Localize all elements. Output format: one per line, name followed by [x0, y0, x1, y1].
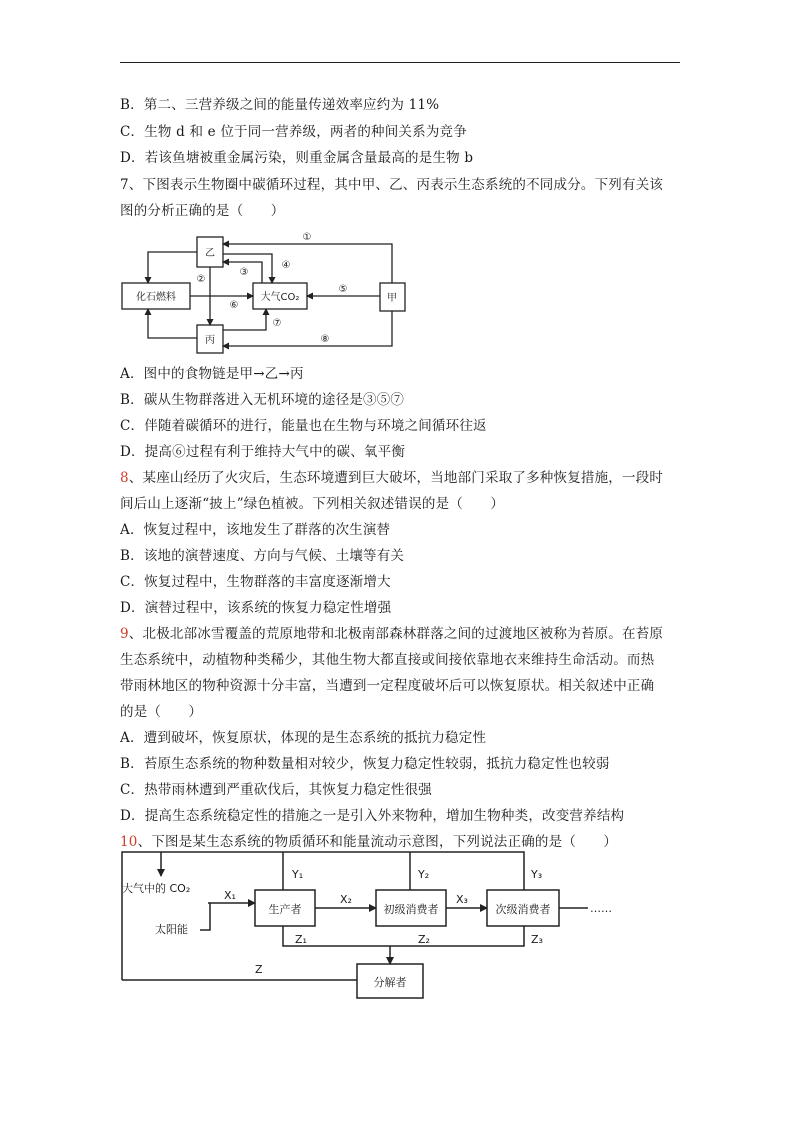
ellipsis-label: …… — [590, 902, 612, 915]
z-label: Z — [255, 963, 263, 976]
z1-label: Z₁ — [295, 933, 307, 946]
marker-3: ③ — [239, 267, 249, 278]
yi-label: 乙 — [205, 248, 215, 259]
q9-option-d: D．提高生态系统稳定性的措施之一是引入外来物种，增加生物种类，改变营养结构 — [120, 808, 625, 824]
q7-option-a: A．图中的食物链是甲→乙→丙 — [120, 366, 304, 382]
atmosphere-co2-label: 大气CO₂ — [260, 292, 300, 303]
sun-line — [200, 903, 210, 930]
q8-stem-line2: 间后山上逐渐“披上”绿色植被。下列相关叙述错误的是（ ） — [120, 496, 505, 512]
q9-stem-text: 、北极北部冰雪覆盖的荒原地带和北极南部森林群落之间的过渡地区被称为苔原。在苔原 — [128, 626, 664, 642]
q7-option-b: B．碳从生物群落进入无机环境的途径是③⑤⑦ — [120, 392, 405, 408]
y2-label: Y₂ — [418, 868, 430, 881]
secondary-consumer-label: 次级消费者 — [495, 903, 551, 916]
q9-stem-line3: 带雨林地区的物种资源十分丰富，当遭到一定程度破坏后可以恢复原状。相关叙述中正确 — [120, 678, 655, 694]
sun-label: 太阳能 — [155, 923, 188, 936]
q8-option-c: C．恢复过程中，生物群落的丰富度逐渐增大 — [120, 574, 391, 590]
q6-option-c: C．生物 d 和 e 位于同一营养级，两者的种间关系为竞争 — [120, 124, 467, 140]
marker-2: ② — [196, 274, 206, 285]
x1-label: X₁ — [224, 889, 236, 902]
fossil-fuel-label: 化石燃料 — [136, 292, 176, 303]
x3-label: X₃ — [456, 893, 468, 906]
q7-stem-line1: 7、下图表示生物圈中碳循环过程，其中甲、乙、丙表示生态系统的不同成分。下列有关该 — [120, 177, 664, 193]
q8-option-a: A．恢复过程中，该地发生了群落的次生演替 — [120, 522, 391, 538]
q9-option-b: B．苔原生态系统的物种数量相对较少，恢复力稳定性较弱，抵抗力稳定性也较弱 — [120, 756, 610, 772]
q9-stem-line4: 的是（ ） — [120, 704, 203, 720]
q8-number: 8 — [120, 470, 129, 486]
z3-label: Z₃ — [531, 933, 543, 946]
y1-label: Y₁ — [292, 868, 304, 881]
z-bus — [283, 926, 524, 946]
q8-option-d: D．演替过程中，该系统的恢复力稳定性增强 — [120, 600, 392, 616]
q6-option-b: B．第二、三营养级之间的能量传递效率应约为 11% — [120, 97, 440, 113]
marker-4: ④ — [281, 260, 291, 271]
q9-number: 9 — [120, 626, 129, 642]
q8-stem-text: 、某座山经历了火灾后，生态环境遭到巨大破坏，当地部门采取了多种恢复措施，一段时 — [128, 470, 664, 486]
marker-1: ① — [302, 232, 312, 243]
decomposer-label: 分解者 — [373, 976, 407, 989]
producer-label: 生产者 — [268, 903, 302, 916]
q9-option-a: A．遭到破坏，恢复原状，体现的是生态系统的抵抗力稳定性 — [120, 730, 487, 746]
x2-label: X₂ — [340, 893, 352, 906]
z2-label: Z₂ — [418, 933, 430, 946]
marker-6: ⑥ — [229, 300, 239, 311]
q8-option-b: B．该地的演替速度、方向与气候、土壤等有关 — [120, 548, 405, 564]
marker-5: ⑤ — [338, 284, 348, 295]
bing-label: 丙 — [205, 335, 215, 346]
q7-stem-line2: 图的分析正确的是（ ） — [120, 203, 285, 219]
marker-7: ⑦ — [272, 318, 282, 329]
q10-stem-text: 、下图是某生态系统的物质循环和能量流动示意图，下列说法正确的是（ ） — [137, 834, 618, 850]
q9-stem-line2: 生态系统中，动植物种类稀少，其他生物大都直接或间接依靠地衣来维持生命活动。而热 — [120, 652, 655, 668]
jia-label: 甲 — [387, 293, 397, 304]
return-line-y — [122, 852, 524, 980]
co2-label: 大气中的 CO₂ — [122, 882, 191, 895]
marker-8: ⑧ — [320, 334, 330, 345]
y3-label: Y₃ — [531, 868, 543, 881]
q7-option-d: D．提高⑥过程有利于维持大气中的碳、氧平衡 — [120, 444, 406, 460]
q7-option-c: C．伴随着碳循环的进行，能量也在生物与环境之间循环往返 — [120, 418, 487, 434]
q9-option-c: C．热带雨林遭到严重砍伐后，其恢复力稳定性很强 — [120, 782, 432, 798]
q10-number: 10 — [120, 834, 138, 850]
primary-consumer-label: 初级消费者 — [383, 903, 439, 916]
q6-option-d: D．若该鱼塘被重金属污染，则重金属含量最高的是生物 b — [120, 150, 474, 166]
